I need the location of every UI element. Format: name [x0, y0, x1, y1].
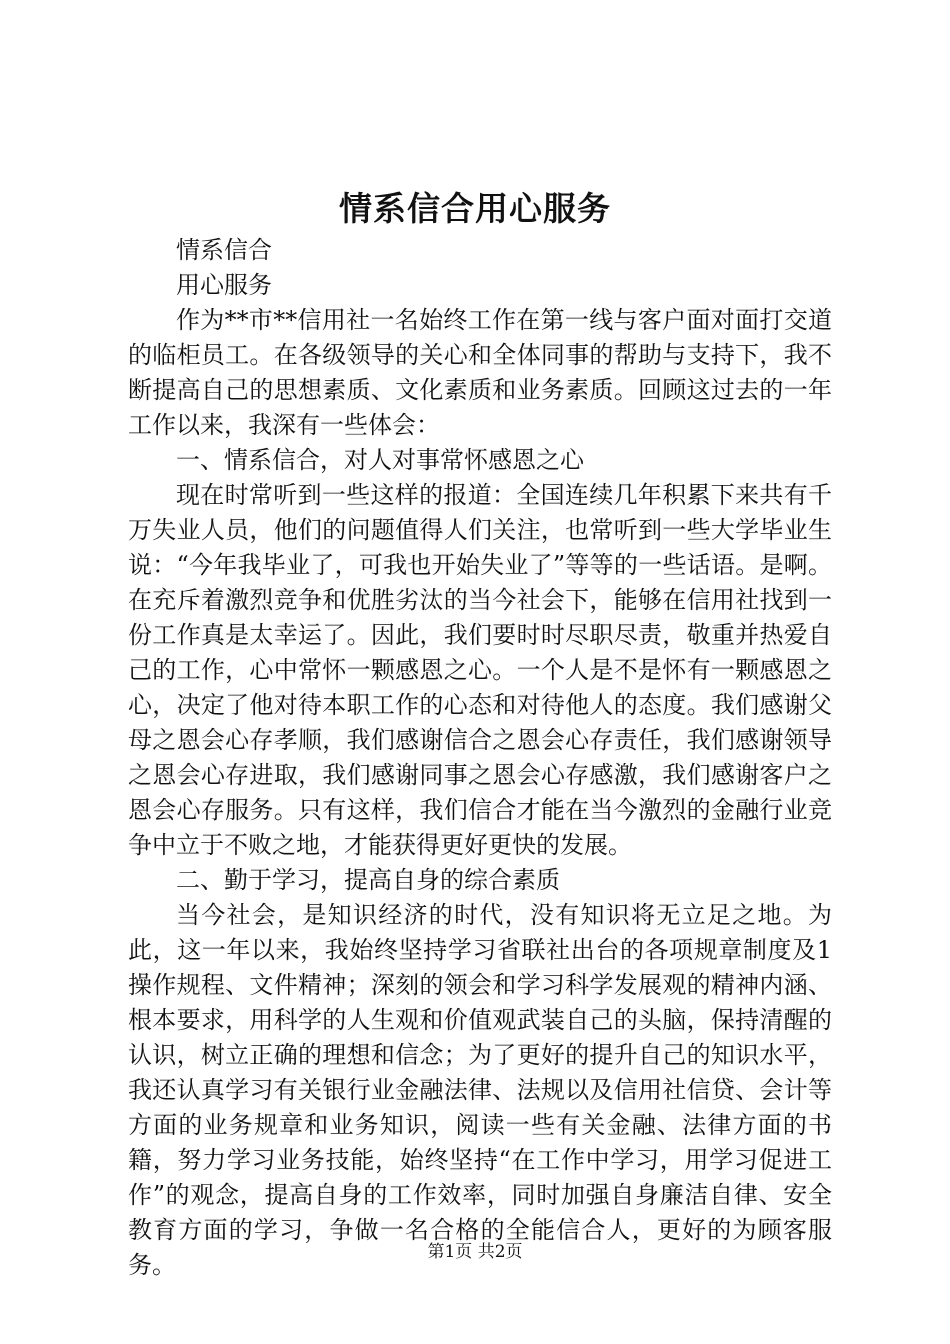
paragraph-heading-line-1: 情系信合	[176, 236, 272, 264]
document-body	[128, 233, 832, 1283]
section-heading-2: 二、勤于学习，提高自身的综合素质	[176, 866, 560, 894]
paragraph-heading-line-2: 用心服务	[176, 271, 272, 299]
page-number-footer: 第1页 共2页	[427, 1242, 523, 1262]
paragraph-section-1: 现在时常听到一些这样的报道：全国连续几年积累下来共有千万失业人员，他们的问题值得人们关注，也常听到一些大学毕业生说：“今年我毕业了，可我也开始失业了”等等的一些话语。是啊。在充斥着激烈竞争和优胜劣汰的当今社会下，能够在信用社找到一份工作真是太幸运了。因此，我们要时时尽职尽责，敬重并热爱自己的工作，心中常怀一颗感恩之心。一个人是不是怀有一颗感恩之心，决定了他对待本职工作的心态和对待他人的态度。我们感谢父母之恩会心存孝顺，我们感谢信合之恩会心存责任，我们感谢领导之恩会心存进取，我们感谢同事之恩会心存感激，我们感谢客户之恩会心存服务。只有这样，我们信合才能在当今激烈的金融行业竞争中立于不败之地，才能获得更好更快的发展。	[128, 481, 832, 859]
paragraph-intro: 作为**市**信用社一名始终工作在第一线与客户面对面打交道的临柜员工。在各级领导的关心和全体同事的帮助与支持下，我不断提高自己的思想素质、文化素质和业务素质。回顾这过去的一年工作以来，我深有一些体会：	[128, 306, 832, 439]
section-heading-1: 一、情系信合，对人对事常怀感恩之心	[176, 446, 584, 474]
document-title: 情系信合用心服务	[339, 189, 611, 228]
paragraph-section-2: 当今社会，是知识经济的时代，没有知识将无立足之地。为此，这一年以来，我始终坚持学习省联社出台的各项规章制度及1操作规程、文件精神；深刻的领会和学习科学发展观的精神内涵、根本要求，用科学的人生观和价值观武装自己的头脑，保持清醒的认识，树立正确的理想和信念；为了更好的提升自己的知识水平，我还认真学习有关银行业金融法律、法规以及信用社信贷、会计等方面的业务规章和业务知识，阅读一些有关金融、法律方面的书籍，努力学习业务技能，始终坚持“在工作中学习，用学习促进工作”的观念，提高自身的工作效率，同时加强自身廉洁自律、安全教育方面的学习，争做一名合格的全能信合人，更好的为顾客服务。	[128, 901, 832, 1279]
